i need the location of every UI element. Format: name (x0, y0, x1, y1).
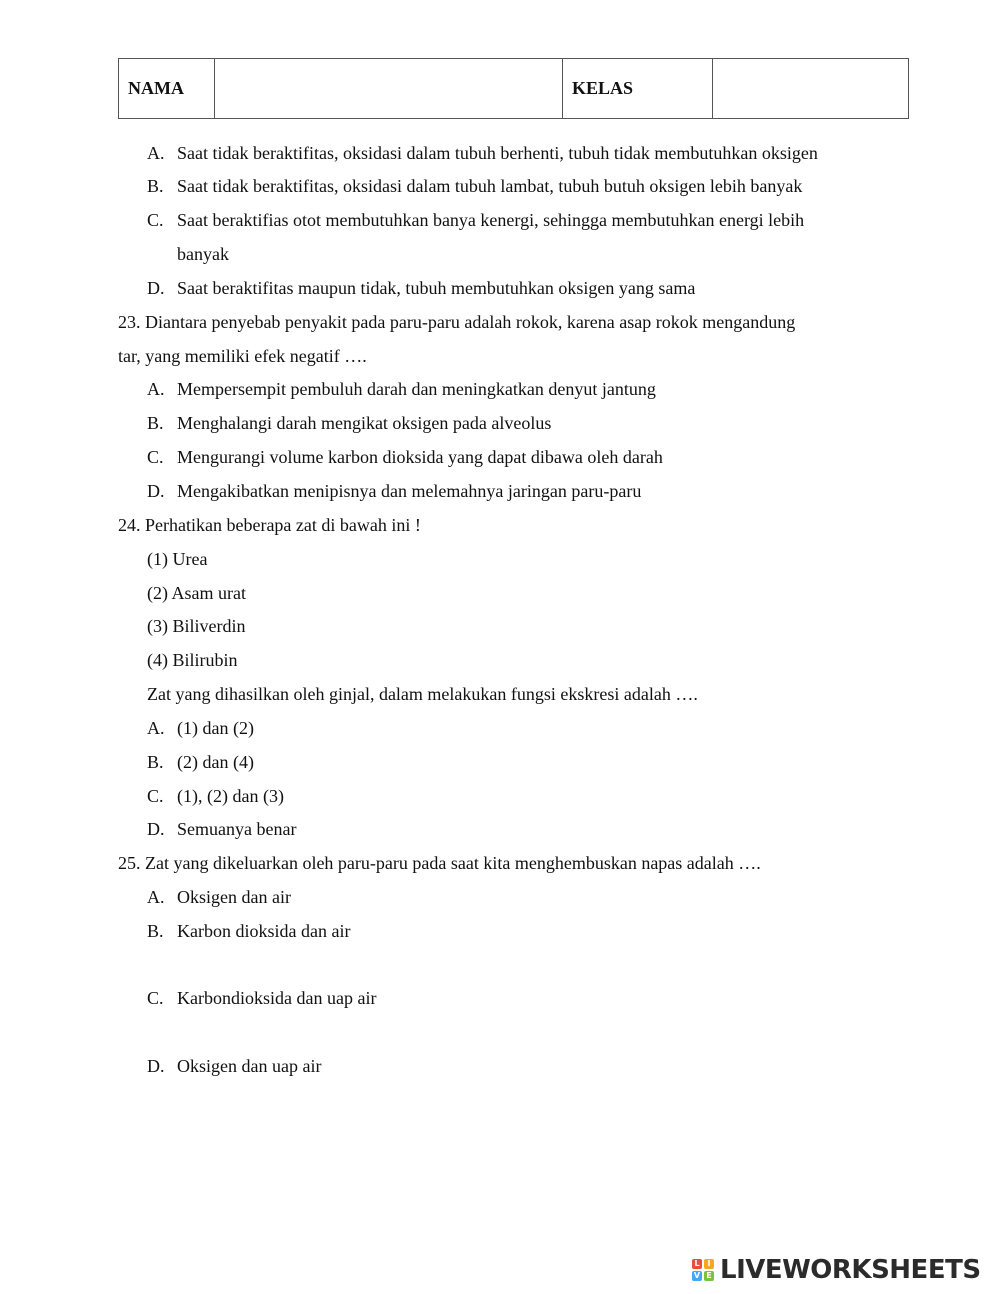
liveworksheets-logo (692, 1255, 981, 1285)
kelas-field[interactable] (713, 59, 909, 119)
q24-question: 24. Perhatikan beberapa zat di bawah ini ! (118, 515, 421, 535)
q25-option-d: D. Oksigen dan uap air (147, 1056, 322, 1076)
liveworksheets-logo-icon (692, 1259, 714, 1281)
q23-option-c: C. Mengurangi volume karbon dioksida yang dapat dibawa oleh darah (147, 447, 663, 467)
logo-tile-e: E (704, 1271, 714, 1281)
q22-option-c: C. Saat beraktifias otot membutuhkan banya kenergi, sehingga membutuhkan energi lebih (147, 210, 805, 230)
q24-option-b: B. (2) dan (4) (147, 752, 254, 772)
q25-option-a: A. Oksigen dan air (147, 887, 291, 907)
q24-option-a: A. (1) dan (2) (147, 718, 254, 738)
q24-item-1: (1) Urea (147, 549, 208, 569)
q23-option-d: D. Mengakibatkan menipisnya dan melemahnya jaringan paru-paru (147, 481, 642, 501)
q23-option-b: B. Menghalangi darah mengikat oksigen pada alveolus (147, 413, 552, 433)
logo-tile-i: I (704, 1259, 714, 1269)
q22-option-d: D. Saat beraktifitas maupun tidak, tubuh membutuhkan oksigen yang sama (147, 278, 696, 298)
q23-option-a: A. Mempersempit pembuluh darah dan meningkatkan denyut jantung (147, 379, 656, 399)
nama-label: NAMA (119, 59, 215, 119)
q24-item-3: (3) Biliverdin (147, 616, 246, 636)
logo-tile-v: V (693, 1271, 701, 1280)
q24-item-4: (4) Bilirubin (147, 650, 238, 670)
q22-option-b: B. Saat tidak beraktifitas, oksidasi dalam tubuh lambat, tubuh butuh oksigen lebih banyak (147, 176, 803, 196)
q24-item-2: (2) Asam urat (147, 583, 246, 603)
nama-field[interactable] (215, 59, 563, 119)
q24-option-d: D. Semuanya benar (147, 819, 297, 839)
q23-question-continued: tar, yang memiliki efek negatif …. (118, 346, 367, 366)
q24-prompt: Zat yang dihasilkan oleh ginjal, dalam melakukan fungsi ekskresi adalah …. (147, 684, 698, 704)
q25-question: 25. Zat yang dikeluarkan oleh paru-paru pada saat kita menghembuskan napas adalah …. (118, 853, 761, 873)
q22-option-a: A. Saat tidak beraktifitas, oksidasi dalam tubuh berhenti, tubuh tidak membutuhkan oksigen (147, 143, 818, 163)
liveworksheets-logo-text: LIVEWORKSHEETS (720, 1255, 981, 1285)
q24-option-c: C. (1), (2) dan (3) (147, 786, 284, 806)
logo-tile-l: L (692, 1259, 702, 1269)
kelas-label: KELAS (563, 59, 713, 119)
q23-question: 23. Diantara penyebab penyakit pada paru-paru adalah rokok, karena asap rokok mengandung (118, 312, 796, 332)
q25-option-b: B. Karbon dioksida dan air (147, 921, 351, 941)
student-info-table (118, 58, 909, 119)
q25-option-c: C. Karbondioksida dan uap air (147, 988, 377, 1008)
q22-option-c-continued: banyak (177, 244, 229, 264)
